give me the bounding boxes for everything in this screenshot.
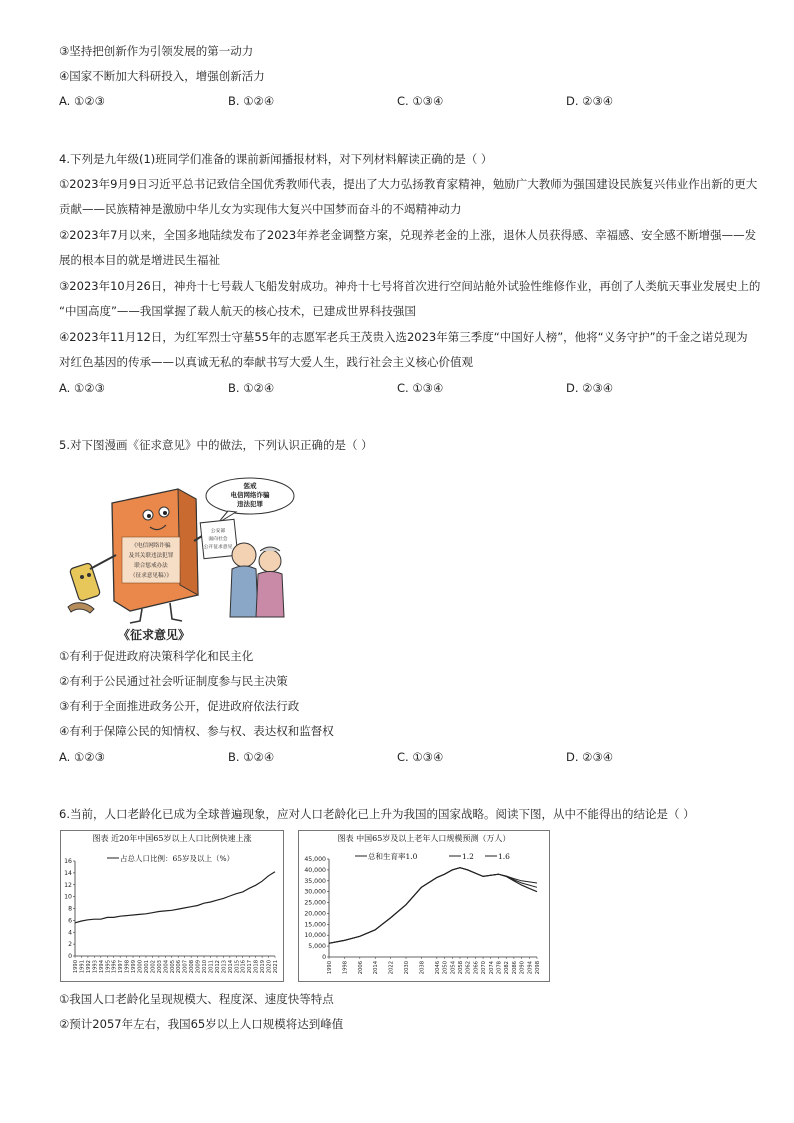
x-tick-label: 2070 [481, 961, 488, 975]
chart-right [298, 830, 550, 982]
q3-option-b[interactable]: B. ①②④ [228, 94, 275, 108]
x-tick-label: 2074 [488, 961, 495, 975]
x-tick-label: 2001 [143, 960, 150, 974]
q6-statement-2: ②预计2057年左右，我国65岁以上人口规模将达到峰值 [59, 1017, 344, 1031]
chart-left [60, 830, 284, 982]
y-tick-label: 4 [68, 929, 72, 937]
q5-option-a[interactable]: A. ①②③ [59, 750, 105, 764]
x-tick-label: 2066 [473, 961, 480, 975]
x-tick-label: 2078 [496, 961, 503, 975]
x-tick-label: 2011 [208, 960, 215, 974]
series-line-1 [75, 872, 275, 923]
q4-statement-4b: 对红色基因的传承——以真诚无私的奉献书写大爱人生，践行社会主义核心价值观 [59, 355, 473, 369]
legend-label: 占总人口比例：65岁及以上（%） [120, 854, 235, 863]
x-tick-label: 2058 [457, 961, 464, 975]
book-arm-left [90, 555, 116, 569]
y-tick-label: 20,000 [304, 910, 326, 918]
q3-options [59, 93, 679, 109]
q4-option-d[interactable]: D. ②③④ [566, 381, 614, 395]
x-tick-label: 2006 [357, 961, 364, 975]
x-tick-label: 2021 [273, 960, 279, 974]
x-tick-label: 2050 [442, 961, 449, 975]
q4-option-c[interactable]: C. ①③④ [397, 381, 444, 395]
series-line-2 [329, 868, 537, 944]
x-tick-label: 2098 [535, 961, 541, 975]
book-pupil-right [163, 511, 167, 515]
q3-option-c[interactable]: C. ①③④ [397, 94, 444, 108]
y-tick-label: 2 [68, 941, 72, 949]
x-tick-label: 1993 [92, 960, 99, 974]
x-tick-label: 1991 [79, 960, 86, 974]
y-tick-label: 14 [64, 869, 72, 877]
chart-title: 图表 中国65岁及以上老年人口规模预测（万人） [337, 834, 511, 843]
x-tick-label: 2013 [221, 960, 228, 974]
bubble-line-1: 惩戒 [243, 482, 257, 490]
q5-option-d[interactable]: D. ②③④ [566, 750, 614, 764]
q4-statement-3b: “中国高度”——我国掌握了载人航天的核心技术，已建成世界科技强国 [59, 304, 416, 318]
series-line-1 [329, 868, 537, 944]
notice-line-3: 公开征求意见 [203, 545, 233, 550]
q4-statement-2b: 展的根本目的就是增进民生福祉 [59, 253, 220, 267]
y-tick-label: 0 [68, 953, 72, 960]
x-tick-label: 2000 [137, 960, 144, 974]
book-pupil-left [147, 514, 151, 518]
x-tick-label: 2012 [214, 960, 221, 974]
series-line-3 [329, 868, 537, 944]
x-tick-label: 2009 [195, 960, 202, 974]
y-tick-label: 25,000 [304, 899, 326, 907]
cartoon-illustration [60, 477, 298, 627]
book-title-3: 联合惩戒办法 [134, 563, 168, 569]
x-tick-label: 2019 [260, 960, 267, 974]
notice-line-2: 面向社会 [208, 537, 228, 542]
x-tick-label: 2002 [150, 960, 157, 974]
y-tick-label: 6 [68, 917, 72, 925]
y-tick-label: 35,000 [304, 877, 326, 885]
x-tick-label: 2018 [253, 960, 260, 974]
x-tick-label: 2054 [450, 961, 457, 975]
q5-statement-4: ④有利于保障公民的知情权、参与权、表达权和监督权 [59, 724, 334, 738]
phone-character [69, 562, 100, 601]
x-tick-label: 1994 [98, 960, 105, 974]
x-tick-label: 1998 [124, 960, 131, 974]
q5-options [59, 749, 679, 765]
book-title-2: 及其关联违法犯罪 [128, 553, 174, 559]
x-tick-label: 2062 [465, 961, 472, 975]
chart-left-svg [61, 831, 283, 981]
legend-label: 总和生育率1.0 [368, 852, 418, 861]
x-tick-label: 2003 [156, 960, 163, 974]
x-tick-label: 2022 [388, 961, 395, 975]
old-woman-body [256, 572, 284, 618]
x-tick-label: 1999 [131, 960, 138, 974]
x-tick-label: 2016 [240, 960, 247, 974]
x-tick-label: 1997 [118, 960, 125, 974]
x-tick-label: 2008 [189, 960, 196, 974]
q6-statement-1: ①我国人口老龄化呈现规模大、程度深、速度快等特点 [59, 992, 334, 1006]
y-tick-label: 15,000 [304, 921, 326, 929]
x-tick-label: 2005 [169, 960, 176, 974]
q5-statement-3: ③有利于全面推进政务公开，促进政府依法行政 [59, 699, 300, 713]
q4-option-b[interactable]: B. ①②④ [228, 381, 275, 395]
x-tick-label: 1990 [327, 961, 333, 975]
bubble-line-2: 电信网络诈骗 [230, 491, 270, 499]
legend-label: 1.6 [498, 852, 510, 861]
q5-option-c[interactable]: C. ①③④ [397, 750, 444, 764]
legend-label: 1.2 [462, 852, 474, 861]
y-tick-label: 10,000 [304, 932, 326, 940]
book-spine [178, 489, 198, 595]
q4-stem: 4.下列是九年级(1)班同学们准备的课前新闻播报材料，对下列材料解读正确的是（ ） [59, 152, 493, 166]
y-tick-label: 12 [64, 881, 72, 889]
cartoon-svg [60, 477, 298, 627]
q4-statement-4a: ④2023年11月12日，为红军烈士守墓55年的志愿军老兵王茂贵入选2023年第三季度“中国好人榜”，他将“义务守护”的千金之诺兑现为 [59, 330, 748, 344]
q3-option-d[interactable]: D. ②③④ [566, 94, 614, 108]
handcuffs [68, 603, 94, 613]
x-tick-label: 2015 [234, 960, 241, 974]
notice-line-1: 公安部 [210, 529, 226, 534]
x-tick-label: 1992 [85, 960, 92, 974]
x-tick-label: 2010 [202, 960, 209, 974]
x-tick-label: 1990 [73, 960, 79, 974]
q6-stem: 6.当前，人口老龄化已成为全球普遍现象，应对人口老龄化已上升为我国的国家战略。阅读下图，从中不能得出的结论是（ ） [59, 807, 695, 821]
x-tick-label: 2094 [527, 961, 534, 975]
q4-options [59, 380, 679, 396]
phone-eye-left [80, 575, 84, 579]
book-title-4: （征求意见稿）》 [130, 573, 172, 579]
q4-statement-1b: 贡献——民族精神是激励中华儿女为实现伟大复兴中国梦而奋斗的不竭精神动力 [59, 202, 462, 216]
old-woman-hair [260, 547, 280, 551]
q3-statement-3: ③坚持把创新作为引领发展的第一动力 [59, 44, 254, 58]
chart-title: 图表 近20年中国65岁以上人口比例快速上涨 [92, 834, 252, 843]
phone-eye-right [87, 573, 91, 577]
q5-option-b[interactable]: B. ①②④ [228, 750, 275, 764]
y-tick-label: 45,000 [304, 856, 326, 863]
x-tick-label: 2020 [266, 960, 273, 974]
q4-statement-3a: ③2023年10月26日，神舟十七号载人飞船发射成功。神舟十七号将首次进行空间站舱外试验性维修作业，再创了人类航天事业发展史上的 [59, 279, 761, 293]
x-tick-label: 2046 [434, 961, 441, 975]
y-tick-label: 40,000 [304, 866, 326, 874]
x-tick-label: 2006 [176, 960, 183, 974]
q3-option-a[interactable]: A. ①②③ [59, 94, 105, 108]
book-title-1: 《电信网络诈骗 [131, 543, 171, 549]
y-tick-label: 16 [64, 858, 72, 865]
old-man-body [230, 566, 258, 617]
bubble-line-3: 违法犯罪 [237, 500, 263, 508]
x-tick-label: 2090 [519, 961, 526, 975]
x-tick-label: 1996 [111, 960, 118, 974]
old-man-head [232, 543, 256, 567]
y-tick-label: 8 [68, 905, 72, 913]
x-tick-label: 2017 [247, 960, 254, 974]
y-tick-label: 5,000 [308, 943, 326, 951]
x-tick-label: 2038 [419, 961, 426, 975]
x-tick-label: 2014 [227, 960, 234, 974]
x-tick-label: 2004 [163, 960, 170, 974]
q4-option-a[interactable]: A. ①②③ [59, 381, 105, 395]
y-tick-label: 0 [322, 954, 326, 961]
q5-statement-1: ①有利于促进政府决策科学化和民主化 [59, 649, 254, 663]
x-tick-label: 2082 [504, 961, 511, 975]
q4-statement-2a: ②2023年7月以来，全国多地陆续发布了2023年养老金调整方案，兑现养老金的上涨，退休人员获得感、幸福感、安全感不断增强——发 [59, 228, 757, 242]
x-tick-label: 1995 [105, 960, 112, 974]
y-tick-label: 30,000 [304, 888, 326, 896]
q3-statement-4: ④国家不断加大科研投入，增强创新活力 [59, 69, 265, 83]
x-tick-label: 1998 [342, 961, 349, 975]
x-tick-label: 2007 [182, 960, 189, 974]
q4-statement-1a: ①2023年9月9日习近平总书记致信全国优秀教师代表，提出了大力弘扬教育家精神，勉励广大教师为强国建设民族复兴伟业作出新的更大 [59, 177, 758, 191]
x-tick-label: 2014 [373, 961, 380, 975]
q5-statement-2: ②有利于公民通过社会听证制度参与民主决策 [59, 674, 288, 688]
cartoon-caption: 《征求意见》 [118, 628, 191, 642]
chart-right-svg [299, 831, 549, 981]
q5-stem: 5.对下图漫画《征求意见》中的做法，下列认识正确的是（ ） [59, 438, 373, 452]
old-woman-head [259, 550, 281, 572]
y-tick-label: 10 [64, 893, 72, 901]
x-tick-label: 2030 [404, 961, 411, 975]
x-tick-label: 2086 [511, 961, 518, 975]
